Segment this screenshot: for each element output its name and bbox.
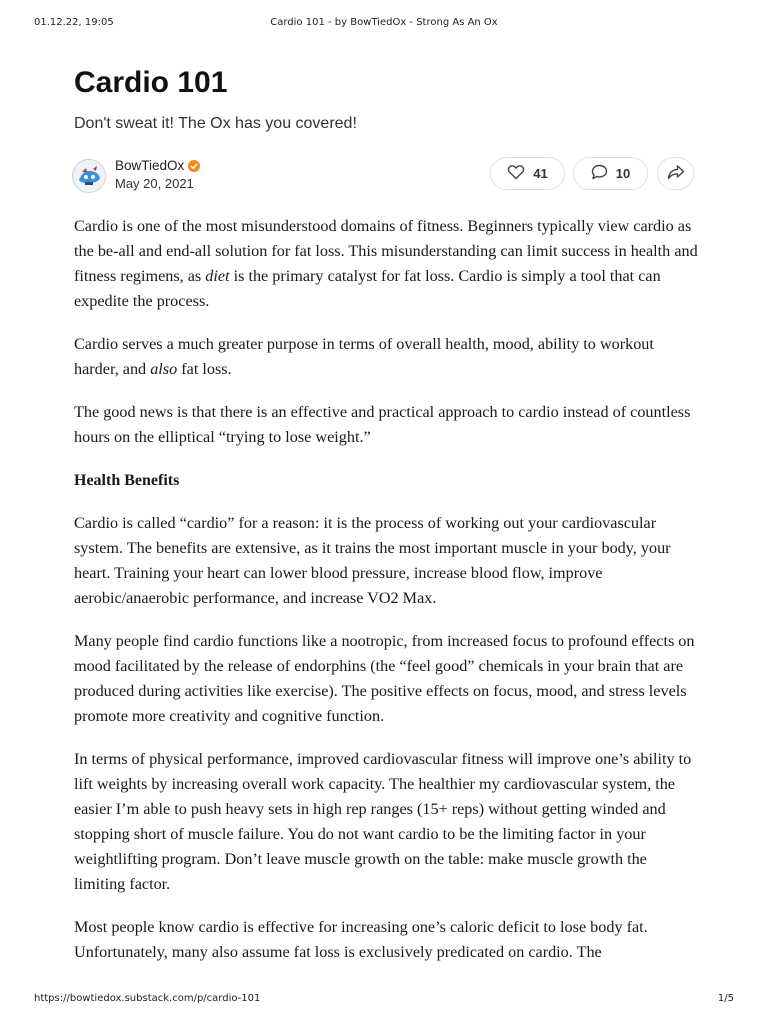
paragraph-cardiovascular: Cardio is called “cardio” for a reason: it is the process of working out your cardiovascular system. The benefits are extensive, as it trains the most important muscle in your body, your heart. Training your heart can lower blood pressure, increase blood flow, improve aerobic/anaerobic performance, and increase VO2 Max. <box>74 514 671 607</box>
post-date: May 20, 2021 <box>115 176 194 191</box>
author-avatar[interactable] <box>72 159 106 193</box>
heart-icon <box>507 164 525 183</box>
print-page-number: 1/5 <box>717 993 734 1004</box>
comment-count: 10 <box>615 166 631 181</box>
author-name[interactable]: BowTiedOx <box>115 158 185 173</box>
post-title: Cardio 101 <box>74 66 228 99</box>
article-body <box>74 214 700 983</box>
paragraph-fat-loss: Most people know cardio is effective for increasing one’s caloric deficit to lose body fat. Unfortunately, many also assume fat loss is exclusively predicated on cardio. The <box>74 918 648 961</box>
print-datetime: 01.12.22, 19:05 <box>34 17 114 28</box>
comment-bubble-icon <box>591 164 608 183</box>
comment-button[interactable] <box>573 157 648 190</box>
like-count: 41 <box>533 166 548 181</box>
print-url[interactable]: https://bowtiedox.substack.com/p/cardio-101 <box>34 993 261 1004</box>
paragraph-purpose: Cardio serves a much greater purpose in terms of overall health, mood, ability to workout harder, and also fat loss. <box>74 335 654 378</box>
paragraph-performance: In terms of physical performance, improved cardiovascular fitness will improve one’s ability to lift weights by increasing overall work capacity. The healthier my cardiovascular system, the easier I’m able to push heavy sets in high rep ranges (15+ reps) without getting winded and stopping short of muscle failure. You do not want cardio to be the limiting factor in your weightlifting program. Don’t leave muscle growth on the table: make muscle growth the limiting factor. <box>74 750 692 893</box>
post-subtitle: Don't sweat it! The Ox has you covered! <box>74 115 357 132</box>
verified-badge-icon <box>188 160 200 172</box>
share-arrow-icon <box>667 164 685 183</box>
print-page-title: Cardio 101 - by BowTiedOx - Strong As An Ox <box>270 17 498 28</box>
share-button[interactable] <box>657 157 694 190</box>
paragraph-good-news: The good news is that there is an effective and practical approach to cardio instead of countless hours on the elliptical “trying to lose weight.” <box>74 403 691 446</box>
emphasis-diet: diet <box>205 267 230 285</box>
emphasis-also: also <box>150 360 178 378</box>
heading-health-benefits: Health Benefits <box>74 472 180 489</box>
paragraph-intro: Cardio is one of the most misunderstood domains of fitness. Beginners typically view cardio as the be-all and end-all solution for fat loss. This misunderstanding can limit success in health and fitness regimens, as diet is the primary catalyst for fat loss. Cardio is simply a tool that can expedite the process. <box>74 217 698 310</box>
like-button[interactable] <box>490 157 565 190</box>
author-line <box>115 158 200 173</box>
paragraph-nootropic: Many people find cardio functions like a nootropic, from increased focus to profound effects on mood facilitated by the release of endorphins (the “feel good” chemicals in your brain that are produced during activities like exercise). The positive effects on focus, mood, and stress levels promote more creativity and cognitive function. <box>74 632 695 725</box>
byline <box>72 156 696 196</box>
